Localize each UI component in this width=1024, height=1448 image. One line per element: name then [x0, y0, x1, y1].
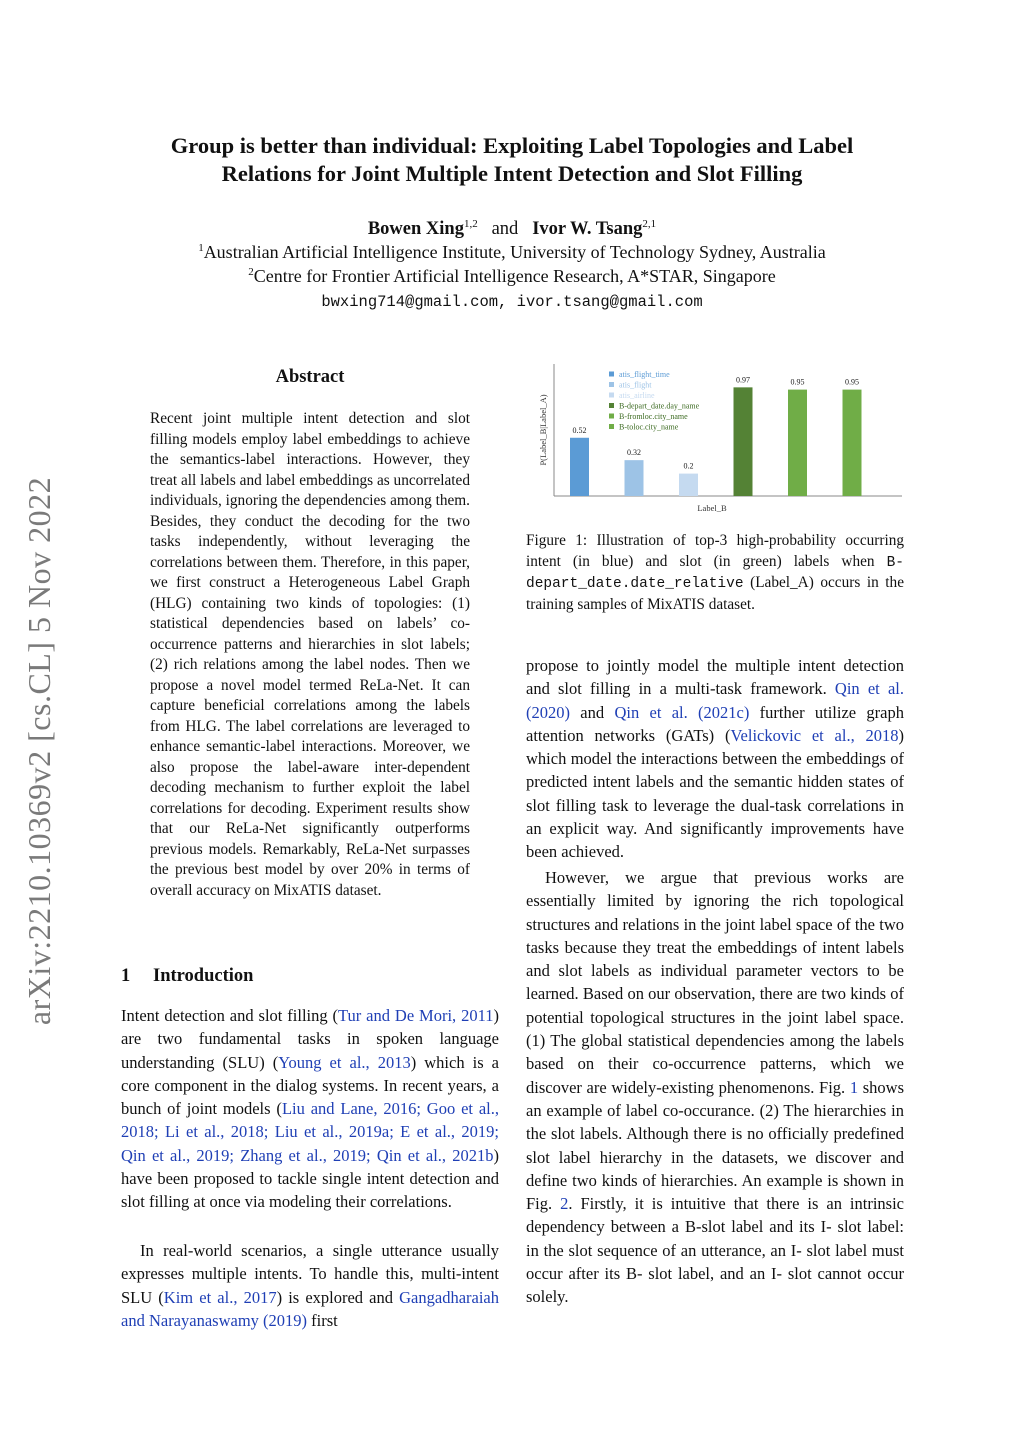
affiliation-2-mark: 2	[248, 266, 254, 278]
legend-label: B-toloc.city_name	[619, 422, 679, 432]
section-heading-introduction	[121, 966, 253, 987]
abstract-heading: Abstract	[275, 367, 345, 387]
text-run: propose to jointly model the multiple intent detection and slot filling in a multi-task framework.	[526, 656, 904, 699]
intro-paragraph-1	[121, 1004, 499, 1214]
bar-B-fromloc.city_name	[788, 390, 807, 496]
affiliation-2	[100, 266, 924, 287]
citation-link[interactable]: Kim et al., 2017	[163, 1287, 277, 1307]
legend-label: B-fromloc.city_name	[619, 412, 688, 421]
figure-1-bar-chart	[532, 360, 904, 520]
citation-link[interactable]: Young et al., 2013	[278, 1052, 411, 1072]
author-2-affil: 2,1	[642, 218, 657, 230]
author-and: and	[491, 219, 519, 239]
paper-title	[100, 132, 924, 188]
bar-atis_airline	[679, 474, 698, 496]
citation-link[interactable]: Liu and Lane, 2016; Goo et al., 2018; Li et al., 2018; Liu et al., 2019a; E et al., 2019; Qin et al., 2019; Zhang et al., 2019; Qin et al., 2021b	[121, 1099, 500, 1165]
section-title: Introduction	[153, 966, 254, 986]
text-run: ) are two fundamental tasks in spoken language understanding (SLU) (	[121, 1006, 499, 1072]
text-run: ) is explored and	[276, 1287, 400, 1307]
text-run: first	[307, 1310, 338, 1330]
bar-B-depart_date.day_name	[734, 387, 753, 496]
legend-swatch	[609, 372, 614, 377]
author-emails: bwxing714@gmail.com, ivor.tsang@gmail.com	[321, 293, 703, 311]
text-run: . Firstly, it is intuitive that there is an intrinsic dependency between a B-slot label and its I- slot label: in the slot sequence of an utterance, an I- slot label must occur after its B- slot label, and an I- slot cannot occur solely.	[526, 1194, 904, 1307]
text-run: However, we argue that previous works are essentially limited by ignoring the rich topological structures and relations in the joint label space of the two tasks because they treat the embeddings of intent labels and slot labels as individual parameter vectors to be learned. Based on our observation, there are two kinds of potential topological structures in the joint label space. (1) The global statistical dependencies among the labels based on their co-occurrence patterns, which we discover are widely-existing phenomenons. Fig.	[526, 868, 904, 1097]
section-number: 1	[121, 966, 131, 986]
author-2: Ivor W. Tsang	[532, 219, 643, 239]
abstract-text: Recent joint multiple intent detection and slot filling models employ label embeddings to achieve the semantics-label interactions. However, they treat all labels and label embeddings as uncorrelated individuals, ignoring the dependencies among them. Besides, they conduct the decoding for the two tasks independently, without leveraging the correlations between them. Therefore, in this paper, we first construct a Heterogeneous Label Graph (HLG) containing two kinds of topologies: (1) statistical dependencies based on labels’ co-occurrence patterns and hierarchies in slot labels; (2) rich relations among the label nodes. Then we propose a novel model termed ReLa-Net. It can capture beneficial correlations among the labels from HLG. The label correlations are leveraged to enhance semantic-label interactions. Moreover, we also propose the label-aware inter-dependent decoding mechanism to further exploit the label correlations for decoding. Experiment results show that our ReLa-Net significantly outperforms previous models. Remarkably, ReLa-Net surpasses the previous best model by over 20% in terms of overall accuracy on MixATIS dataset.	[150, 410, 470, 899]
legend-label: atis_airline	[619, 391, 655, 400]
text-run: Intent detection and slot filling (	[121, 1006, 339, 1025]
caption-text: Figure 1: Illustration of top-3 high-probability occurring intent (in blue) and slot (in green) labels when	[526, 532, 904, 570]
affiliation-1-mark: 1	[198, 242, 204, 254]
text-run: ) which is a core component in the dialog systems. In recent years, a bunch of joint models (	[121, 1052, 499, 1119]
title-line-1: Group is better than individual: Exploiting Label Topologies and Label	[170, 133, 854, 158]
bar-value-label: 0.97	[736, 375, 750, 385]
figure-ref-link[interactable]: 1	[849, 1077, 859, 1097]
citation-link[interactable]: Qin et al. (2020)	[526, 679, 904, 722]
text-run: further utilize graph attention networks (GATs) (	[526, 702, 904, 745]
title-line-2: Relations for Joint Multiple Intent Detection and Slot Filling	[221, 161, 803, 186]
legend-label: atis_flight	[619, 380, 652, 390]
y-axis-label: P(Label_B|Label_A)	[538, 394, 548, 466]
legend-swatch	[609, 393, 614, 398]
affiliation-2-text: Centre for Frontier Artificial Intelligence Research, A*STAR, Singapore	[253, 266, 776, 286]
intro-paragraph-4	[526, 866, 904, 1309]
text-run: shows an example of label co-occurance. (2) The hierarchies in the slot labels. Although there is no officially predefined slot label hierarchy in the datasets, we discover and define two kinds of hierarchies. An example is shown in Fig.	[526, 1077, 904, 1214]
caption-code: B-depart_date.date_relative	[526, 554, 904, 592]
author-line	[100, 219, 924, 240]
legend-swatch	[609, 424, 614, 429]
intro-paragraph-2	[121, 1239, 499, 1332]
legend-swatch	[609, 414, 614, 419]
bar-B-toloc.city_name	[843, 390, 862, 496]
figure-ref-link[interactable]: 2	[560, 1194, 569, 1214]
bar-value-label: 0.32	[627, 448, 641, 458]
affiliation-1-text: Australian Artificial Intelligence Institute, University of Technology Sydney, Australia	[203, 242, 826, 262]
citation-link[interactable]: Velickovic et al., 2018	[730, 725, 899, 745]
bar-atis_flight	[625, 460, 644, 496]
citation-link[interactable]: Gangadharaiah and Narayanaswamy (2019)	[121, 1287, 499, 1330]
figure-1-caption	[526, 531, 904, 615]
bar-value-label: 0.95	[790, 377, 805, 387]
text-run: ) have been proposed to tackle single intent detection and slot filling at once via modeling their correlations.	[121, 1145, 499, 1212]
affiliation-1	[100, 242, 924, 263]
legend-label: atis_flight_time	[619, 370, 670, 379]
legend-swatch	[609, 403, 614, 408]
author-1: Bowen Xing	[367, 219, 464, 239]
x-axis-label: Label_B	[697, 503, 727, 513]
bar-value-label: 0.52	[572, 425, 587, 435]
caption-text: (Label_A) occurs in the training samples of MixATIS dataset.	[526, 574, 904, 613]
citation-link[interactable]: Tur and De Mori, 2011	[338, 1006, 494, 1025]
citation-link[interactable]: Qin et al. (2021c)	[614, 702, 750, 722]
author-1-affil: 1,2	[463, 218, 478, 230]
intro-paragraph-3	[526, 654, 904, 864]
bar-value-label: 0.2	[683, 461, 694, 471]
bar-value-label: 0.95	[845, 377, 859, 387]
legend-swatch	[609, 382, 614, 387]
legend-label: B-depart_date.day_name	[619, 401, 700, 411]
text-run: ) which model the interactions between the embeddings of predicted intent labels and the semantic hidden states of slot filling task to leverage the dual-task correlations in an explicit way. And significantly improvements have been achieved.	[526, 725, 904, 862]
text-run: In real-world scenarios, a single utterance usually expresses multiple intents. To handle this, multi-intent SLU (	[121, 1241, 499, 1307]
bar-atis_flight_time	[570, 438, 589, 496]
arxiv-identifier: arXiv:2210.10369v2 [cs.CL] 5 Nov 2022	[21, 476, 57, 1026]
text-run: and	[570, 702, 615, 722]
